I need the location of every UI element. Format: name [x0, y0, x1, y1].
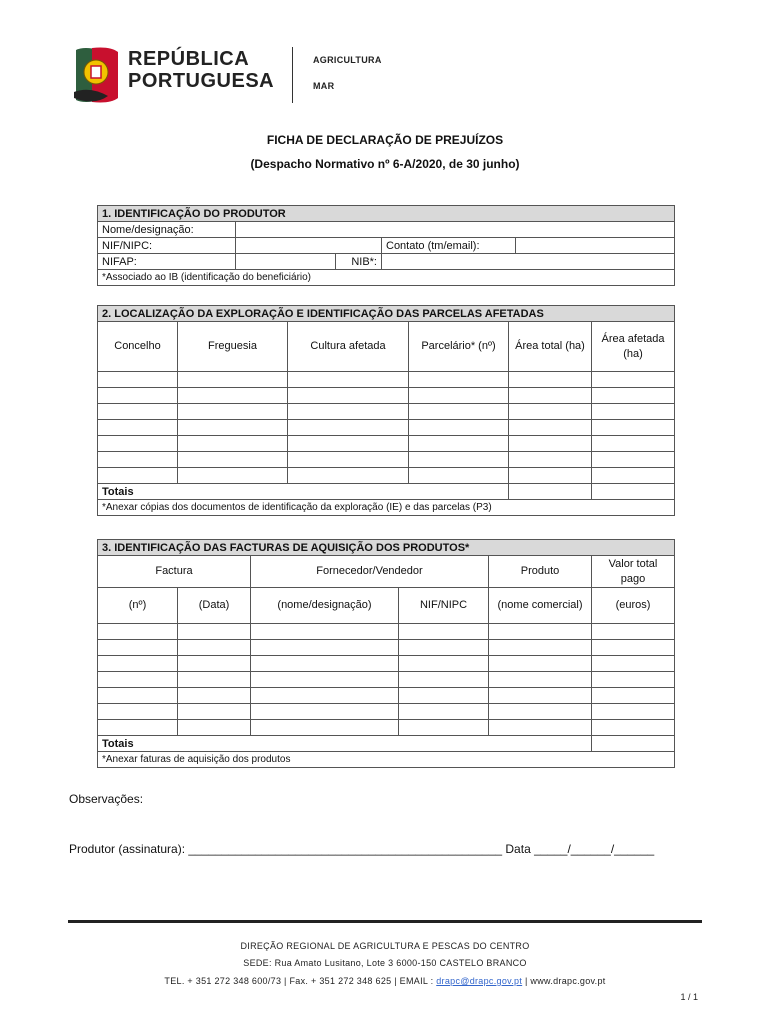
- table-cell[interactable]: [288, 452, 409, 468]
- table-cell[interactable]: [592, 468, 675, 484]
- table-cell[interactable]: [98, 468, 178, 484]
- table-cell[interactable]: [251, 704, 399, 720]
- col-produto: Produto: [489, 556, 592, 588]
- table-cell[interactable]: [399, 672, 489, 688]
- section2-totals-label: Totais: [98, 484, 509, 500]
- table-cell[interactable]: [399, 704, 489, 720]
- table-cell[interactable]: [288, 468, 409, 484]
- table-cell[interactable]: [399, 656, 489, 672]
- table-cell[interactable]: [399, 720, 489, 736]
- page-number: 1 / 1: [680, 992, 698, 1002]
- col-cultura-afetada: Cultura afetada: [288, 322, 409, 372]
- table-cell[interactable]: [98, 640, 178, 656]
- table-cell[interactable]: [251, 720, 399, 736]
- footer-contacts: [0, 976, 770, 986]
- table-cell[interactable]: [409, 388, 509, 404]
- table-row: [98, 436, 675, 452]
- footer-email-link[interactable]: drapc@drapc.gov.pt: [436, 976, 523, 986]
- table-cell[interactable]: [98, 720, 178, 736]
- table-cell[interactable]: [98, 436, 178, 452]
- table-cell[interactable]: [98, 704, 178, 720]
- table-row: [98, 672, 675, 688]
- table-cell[interactable]: [178, 404, 288, 420]
- table-row: [98, 656, 675, 672]
- document-subtitle: (Despacho Normativo nº 6-A/2020, de 30 junho): [250, 157, 520, 171]
- table-cell[interactable]: [98, 404, 178, 420]
- table-row: [98, 468, 675, 484]
- table-cell[interactable]: [489, 672, 592, 688]
- table-cell[interactable]: [288, 436, 409, 452]
- table-cell[interactable]: [489, 640, 592, 656]
- table-cell[interactable]: [592, 372, 675, 388]
- section1-note: *Associado ao IB (identificação do beneficiário): [98, 270, 675, 286]
- table-cell[interactable]: [489, 624, 592, 640]
- table-row: [98, 372, 675, 388]
- table-cell[interactable]: [178, 640, 251, 656]
- table-cell[interactable]: [592, 436, 675, 452]
- table-cell[interactable]: [592, 420, 675, 436]
- observacoes-label: Observações:: [69, 792, 144, 806]
- table-cell[interactable]: [592, 704, 675, 720]
- table-cell[interactable]: [592, 656, 675, 672]
- col-parcelario: Parcelário* (nº): [409, 322, 509, 372]
- table-cell[interactable]: [251, 656, 399, 672]
- document-title: FICHA DE DECLARAÇÃO DE PREJUÍZOS: [266, 133, 504, 147]
- col-valor-total: Valor total pago: [592, 556, 675, 588]
- table-cell[interactable]: [592, 624, 675, 640]
- col-group-fornecedor: Fornecedor/Vendedor: [251, 556, 489, 588]
- table-cell[interactable]: [399, 688, 489, 704]
- signature-date-line[interactable]: Produtor (assinatura): _______________________________________________ Data _____/______/______: [69, 842, 655, 856]
- table-cell[interactable]: [509, 372, 592, 388]
- total-area-total-field[interactable]: [509, 484, 592, 500]
- ministry-mar: MAR: [313, 81, 335, 91]
- table-row: [98, 388, 675, 404]
- col-fornecedor-nome: (nome/designação): [251, 588, 399, 624]
- table-row: [98, 624, 675, 640]
- table-cell[interactable]: [251, 688, 399, 704]
- table-cell[interactable]: [509, 436, 592, 452]
- table-cell[interactable]: [489, 704, 592, 720]
- table-cell[interactable]: [178, 720, 251, 736]
- nib-label: NIB*:: [336, 254, 382, 270]
- table-cell[interactable]: [592, 404, 675, 420]
- table-cell[interactable]: [399, 640, 489, 656]
- table-cell[interactable]: [592, 388, 675, 404]
- table-row: [98, 688, 675, 704]
- table-cell[interactable]: [251, 672, 399, 688]
- section2-parcels-table: [97, 305, 675, 516]
- table-cell[interactable]: [409, 372, 509, 388]
- table-cell[interactable]: [178, 624, 251, 640]
- nif-label: NIF/NIPC:: [98, 238, 236, 254]
- table-cell[interactable]: [98, 624, 178, 640]
- name-label: Nome/designação:: [98, 222, 236, 238]
- table-cell[interactable]: [178, 656, 251, 672]
- table-cell[interactable]: [509, 452, 592, 468]
- table-cell[interactable]: [409, 404, 509, 420]
- col-produto-nome-comercial: (nome comercial): [489, 588, 592, 624]
- footer-organization: DIREÇÃO REGIONAL DE AGRICULTURA E PESCAS DO CENTRO: [240, 941, 530, 951]
- table-cell[interactable]: [178, 468, 288, 484]
- republica-portuguesa-logo: [70, 46, 280, 106]
- logo-line-republica: REPÚBLICA: [128, 48, 250, 70]
- section3-totals-label: Totais: [98, 736, 592, 752]
- table-cell[interactable]: [251, 640, 399, 656]
- table-cell[interactable]: [98, 452, 178, 468]
- table-row: [98, 420, 675, 436]
- table-cell[interactable]: [409, 420, 509, 436]
- table-cell[interactable]: [288, 388, 409, 404]
- table-cell[interactable]: [178, 372, 288, 388]
- table-cell[interactable]: [399, 624, 489, 640]
- col-area-total: Área total (ha): [509, 322, 592, 372]
- table-cell[interactable]: [288, 372, 409, 388]
- logo-line-portuguesa: PORTUGUESA: [128, 70, 275, 92]
- table-cell[interactable]: [509, 468, 592, 484]
- table-cell[interactable]: [509, 420, 592, 436]
- footer-address: SEDE: Rua Amato Lusitano, Lote 3 6000-150 CASTELO BRANCO: [243, 958, 527, 968]
- table-cell[interactable]: [409, 468, 509, 484]
- table-cell[interactable]: [288, 420, 409, 436]
- nib-field[interactable]: [382, 254, 675, 270]
- table-cell[interactable]: [178, 420, 288, 436]
- table-cell[interactable]: [98, 688, 178, 704]
- section2-note: *Anexar cópias dos documentos de identificação da exploração (IE) e das parcelas (P3): [98, 500, 675, 516]
- table-cell[interactable]: [178, 452, 288, 468]
- col-area-afetada: Área afetada (ha): [592, 322, 675, 372]
- table-cell[interactable]: [409, 452, 509, 468]
- table-cell[interactable]: [288, 404, 409, 420]
- table-row: [98, 704, 675, 720]
- col-freguesia: Freguesia: [178, 322, 288, 372]
- total-area-afetada-field[interactable]: [592, 484, 675, 500]
- footer-divider: [68, 920, 702, 923]
- table-cell[interactable]: [489, 720, 592, 736]
- section3-heading: 3. IDENTIFICAÇÃO DAS FACTURAS DE AQUISIÇÃO DOS PRODUTOS*: [98, 540, 675, 556]
- table-cell[interactable]: [409, 436, 509, 452]
- section1-producer-table: [97, 205, 675, 286]
- header-divider: [292, 47, 293, 103]
- col-fornecedor-nif: NIF/NIPC: [399, 588, 489, 624]
- section3-note: *Anexar faturas de aquisição dos produtos: [98, 752, 675, 768]
- table-cell[interactable]: [178, 436, 288, 452]
- ministry-agricultura: AGRICULTURA: [313, 55, 382, 65]
- total-valor-field[interactable]: [592, 736, 675, 752]
- table-cell[interactable]: [98, 388, 178, 404]
- col-valor-euros: (euros): [592, 588, 675, 624]
- col-group-factura: Factura: [98, 556, 251, 588]
- col-factura-numero: (nº): [98, 588, 178, 624]
- table-cell[interactable]: [509, 388, 592, 404]
- table-cell[interactable]: [251, 624, 399, 640]
- table-cell[interactable]: [592, 720, 675, 736]
- table-cell[interactable]: [178, 388, 288, 404]
- col-concelho: Concelho: [98, 322, 178, 372]
- table-row: [98, 640, 675, 656]
- footer-website: | www.drapc.gov.pt: [522, 976, 606, 986]
- table-cell[interactable]: [509, 404, 592, 420]
- table-cell[interactable]: [98, 656, 178, 672]
- table-cell[interactable]: [592, 452, 675, 468]
- table-cell[interactable]: [489, 656, 592, 672]
- table-cell[interactable]: [98, 372, 178, 388]
- table-cell[interactable]: [592, 640, 675, 656]
- nif-field[interactable]: [236, 238, 382, 254]
- coat-of-arms-emblem-icon: [70, 46, 122, 104]
- table-cell[interactable]: [592, 672, 675, 688]
- table-row: [98, 452, 675, 468]
- table-cell[interactable]: [592, 688, 675, 704]
- table-cell[interactable]: [98, 672, 178, 688]
- col-factura-data: (Data): [178, 588, 251, 624]
- footer-contacts-phone-fax: TEL. + 351 272 348 600/73 | Fax. + 351 272 348 625 | EMAIL :: [164, 976, 437, 986]
- name-field[interactable]: [236, 222, 675, 238]
- nifap-field[interactable]: [236, 254, 336, 270]
- section2-heading: 2. LOCALIZAÇÃO DA EXPLORAÇÃO E IDENTIFICAÇÃO DAS PARCELAS AFETADAS: [98, 306, 675, 322]
- section3-invoices-table: [97, 539, 675, 768]
- table-cell[interactable]: [178, 672, 251, 688]
- contact-field[interactable]: [516, 238, 675, 254]
- table-cell[interactable]: [178, 688, 251, 704]
- table-row: [98, 404, 675, 420]
- table-cell[interactable]: [178, 704, 251, 720]
- section1-heading: 1. IDENTIFICAÇÃO DO PRODUTOR: [98, 206, 675, 222]
- contact-label: Contato (tm/email):: [382, 238, 516, 254]
- table-row: [98, 720, 675, 736]
- nifap-label: NIFAP:: [98, 254, 236, 270]
- table-cell[interactable]: [98, 420, 178, 436]
- table-cell[interactable]: [489, 688, 592, 704]
